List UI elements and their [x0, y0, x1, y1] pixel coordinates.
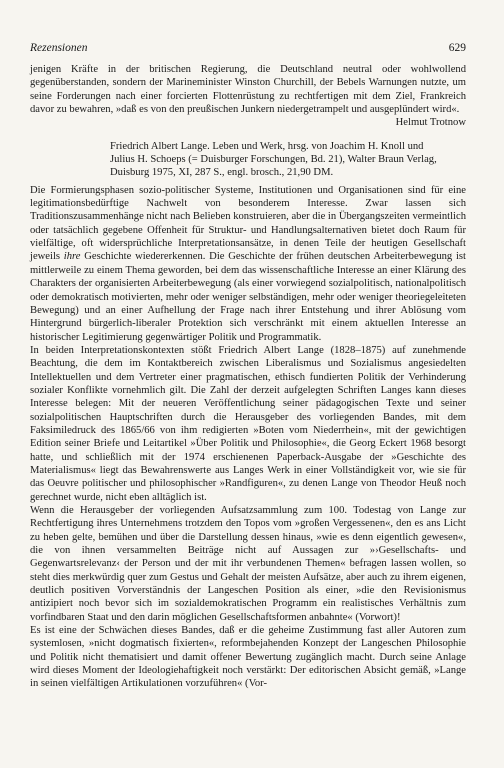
reviewer-line	[30, 116, 466, 129]
paragraph-2: In beiden Interpretationskontexten stößt Friedrich Albert Lange (1828–1875) auf zunehmende Beachtung, die dem im Kontaktbereich zwischen Liberalismus und Sozialismus angesiedelten Intellektuellen und dem Vertreter einer pragmatischen, ethisch fundierten Politik der Verhinderung sozialer Konflikte vornehmlich gilt. Die Zahl der derzeit aufgelegten Schriften Langes kann dieses Interesse belegen: Mit der neueren Veröffentlichung seiner pädagogischen Texte und seiner sozialpolitischen Hauptschriften durch die Herausgeber des vorliegenden Bandes, mit dem Faksimiledruck des 1865/66 von ihm redigierten »Boten vom Niederrhein«, mit der gewichtigen Edition seiner Briefe und Leitartikel »Über Politik und Philosophie«, die Georg Eckert 1968 besorgt hatte, und schließlich mit der 1974 erschienenen Paperback-Ausgabe der »Geschichte des Materialismus« liegt das Bewahrenswerte aus Langes Werk in einer Vollständigkeit vor, wie sie für das Oeuvre politischer und philosophischer »Randfiguren«, zu denen Lange von Theodor Heuß noch gerechnet wurde, nicht eben alltäglich ist.	[30, 344, 466, 503]
book-reference-line: Duisburg 1975, XI, 287 S., engl. brosch., 21,90 DM.	[110, 167, 334, 179]
paragraph-text: Die Formierungsphasen sozio-politischer Systeme, Institutionen und Organisationen sind für eine legitimationsbedürftige Nachwelt von besonderem Interesse. Zwar lassen sich Traditionszusammenhänge nicht nach Belieben konstruieren, aber die in Übergangszeiten vermeintlich oder tatsächlich gegebene Offenheit für Struktur- und Handlungsalternativen bietet doch Raum für vielfältige, oft widersprüchliche Interpretationsansätze, in denen Teile der heutigen Gesellschaft jeweils	[30, 184, 466, 263]
section-title: Rezensionen	[30, 42, 88, 54]
reviewer-name: Helmut Trotnow	[395, 117, 466, 129]
book-reference-line: Julius H. Schoeps (= Duisburger Forschungen, Bd. 21), Walter Braun Verlag,	[110, 154, 437, 166]
paragraph-text: Geschichte wiedererkennen. Die Geschichte der frühen deutschen Arbeiterbewegung ist mittlerweile zu einem Thema geworden, bei dem das wissenschaftliche Interesse an einer Klärung des Charakters der organisierten Arbeiterbewegung (als einer vorwiegend sozialpolitisch, nationalpolitisch oder demokratisch motivierten, mehr oder weniger selbständigen, mehr oder weniger theoriegeleiteten Bewegung) und an einer Aufhellung der Frage nach ihrer Entstehung und ihrer Ablösung vom Hintergrund bürgerlich-liberaler Protektion sich verschränkt mit einem aktuellen Interesse an historischer Legitimierung gegenwärtiger Politik und Programmatik.	[30, 251, 467, 343]
paragraph-1	[30, 184, 466, 344]
previous-review-ending	[30, 63, 466, 116]
emphasis: ihre	[63, 251, 81, 263]
page-header	[30, 42, 466, 54]
page-number: 629	[448, 42, 466, 54]
book-reference-line: Friedrich Albert Lange. Leben und Werk, hrsg. von Joachim H. Knoll und	[110, 140, 424, 152]
previous-review-text: jenigen Kräfte in der britischen Regierung, die Deutschland neutral oder wohlwollend gegenüberstanden, sondern der Marineminister Winston Churchill, der Bebels Warnungen nutzte, um seine Forderungen nach einer forcierten Flottenrüstung zu rechtfertigen mit dem Ziel, Frankreich davor zu bewahren, »daß es von den preußischen Junkern niedergetrampelt und ausgeplündert wird«.	[30, 64, 466, 116]
paragraph-3: Wenn die Herausgeber der vorliegenden Aufsatzsammlung zum 100. Todestag von Lange zur Rechtfertigung ihres Unternehmens trotzdem den Topos vom »großen Vergessenen«, den es ans Licht zu heben gelte, bemühen und über die Darstellung dessen hinaus, »wie es denn eigentlich gewesen«, die von ihnen versammelten Beiträge nicht auf Aussagen zur »›Gesellschafts- und Gegenwartsrelevanz‹ der Person und der mit ihr verbundenen Themen« befragen lassen wollen, so steht dies merkwürdig quer zum Gestus und Gehalt der meisten Aufsätze, aber auch zu ihrem eigenen, deutlich positiven Vorverständnis der Langeschen Position als einer, »die den Revisionismus antizipiert noch bevor sich im sozialdemokratischen Programm ein realistisches Verhältnis zum vorfindbaren Staat und den darin möglichen Gesellschaftsformen anbahnte« (Vorwort)!	[30, 505, 466, 623]
book-reference	[110, 140, 466, 180]
paragraph-4: Es ist eine der Schwächen dieses Bandes, daß er die geheime Zustimmung fast aller Autoren zum systemlosen, »nicht dogmatisch fixierten«, reformbejahenden Konzept der Langeschen Philosophie und Politik nicht thematisiert und damit offener Bewertung zugänglich macht. Durch seine Anlage wird dieses Moment der Ideologiehaftigkeit noch verstärkt: Der editorischen Absicht gemäß, »Lange in seinen vielfältigen Artikulationen vorzuführen« (Vor-	[30, 625, 466, 690]
